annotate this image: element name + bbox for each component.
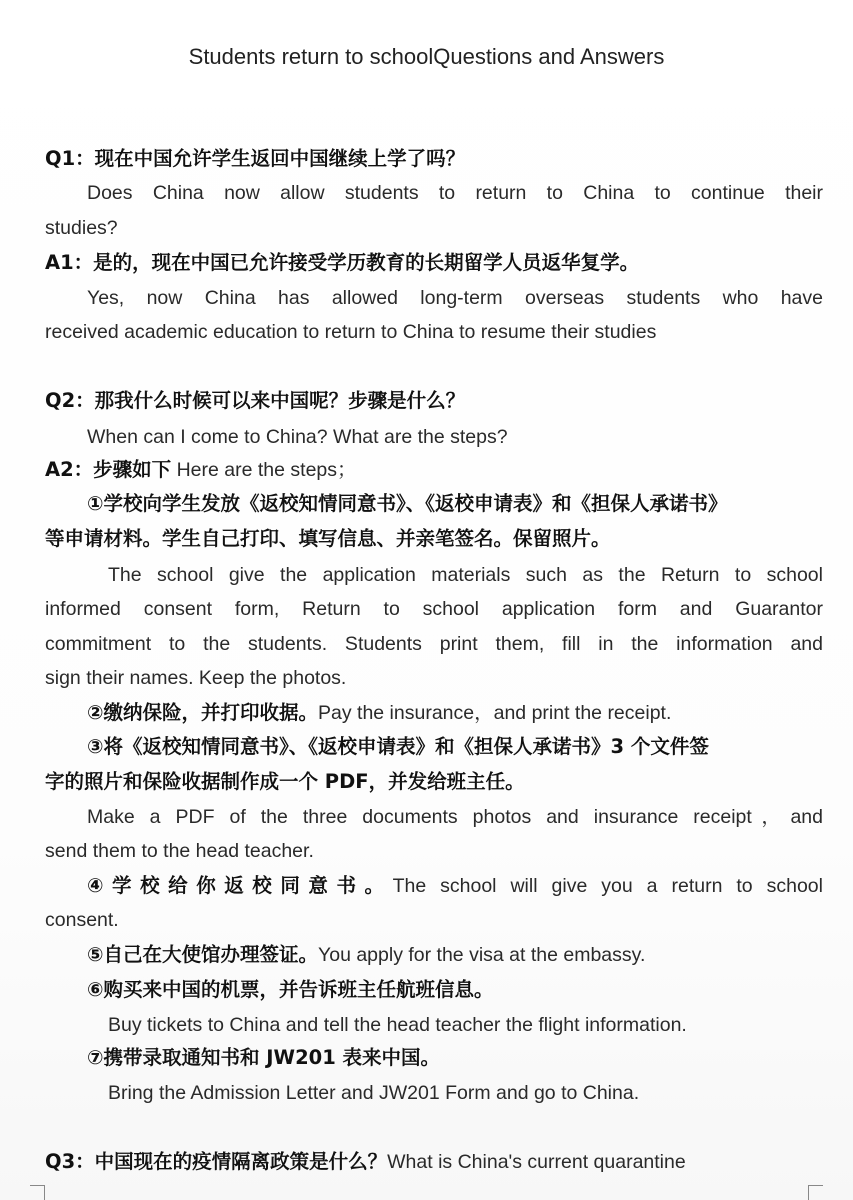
step-5-chinese: ⑤自己在大使馆办理签证。 (87, 943, 319, 966)
step-2-chinese: ②缴纳保险，并打印收据。 (87, 701, 319, 724)
step-6-english: Buy tickets to China and tell the head teacher the flight information. (108, 1014, 687, 1036)
answer-2-label: A2：步骤如下 (45, 458, 172, 481)
answer-1-english-line-2: received academic education to return to China to resume their studies (45, 321, 657, 343)
step-4-line-1 (87, 873, 823, 899)
question-3-chinese: Q3：中国现在的疫情隔离政策是什么？ (45, 1150, 388, 1173)
step-3-english-line-2: send them to the head teacher. (45, 840, 314, 862)
step-1-english-line-4: sign their names. Keep the photos. (45, 667, 347, 689)
answer-2-english: Here are the steps； (171, 459, 357, 481)
page-corner-mark-right (808, 1185, 823, 1200)
question-3 (45, 1149, 823, 1175)
step-7-chinese: ⑦携带录取通知书和 JW201 表来中国。 (87, 1046, 441, 1069)
page-corner-mark-left (30, 1185, 45, 1200)
step-2 (87, 700, 823, 726)
step-4-english-line-2: consent. (45, 909, 119, 931)
step-3-english-line-1: Make a PDF of the three documents photos and insurance receipt，and (87, 806, 823, 828)
step-4-english-line-1: The school will give you a return to school (392, 875, 823, 897)
step-5-english: You apply for the visa at the embassy. (318, 944, 646, 966)
step-1-chinese-line-1: ①学校向学生发放《返校知情同意书》、《返校申请表》和《担保人承诺书》 (87, 492, 728, 515)
question-2-chinese: Q2：那我什么时候可以来中国呢？步骤是什么？ (45, 389, 466, 412)
answer-1-english-line-1: Yes, now China has allowed long-term overseas students who have (87, 287, 823, 309)
step-4-chinese: ④学校给你返校同意书。 (87, 874, 393, 897)
question-1-chinese: Q1：现在中国允许学生返回中国继续上学了吗？ (45, 147, 466, 170)
question-1-english-line-2: studies? (45, 217, 118, 239)
question-3-english: What is China's current quarantine (387, 1151, 686, 1173)
step-7-english: Bring the Admission Letter and JW201 Form and go to China. (108, 1082, 640, 1104)
answer-2-heading (45, 457, 823, 483)
step-1-english-line-1: The school give the application materials such as the Return to school (108, 564, 823, 586)
answer-1-chinese: A1：是的，现在中国已允许接受学历教育的长期留学人员返华复学。 (45, 251, 640, 274)
step-3-chinese-line-1: ③将《返校知情同意书》、《返校申请表》和《担保人承诺书》3 个文件签 (87, 735, 709, 758)
step-6-chinese: ⑥购买来中国的机票，并告诉班主任航班信息。 (87, 978, 494, 1001)
step-1-english-line-2: informed consent form, Return to school application form and Guarantor (45, 598, 823, 620)
document-title: Students return to schoolQuestions and Answers (188, 44, 665, 69)
step-3-chinese-line-2: 字的照片和保险收据制作成一个 PDF，并发给班主任。 (45, 770, 525, 793)
question-2-english: When can I come to China? What are the steps? (87, 426, 508, 448)
step-1-chinese-line-2: 等申请材料。学生自己打印、填写信息、并亲笔签名。保留照片。 (45, 527, 611, 550)
question-1-english-line-1: Does China now allow students to return to China to continue their (87, 182, 823, 204)
step-5 (87, 942, 823, 968)
step-1-english-line-3: commitment to the students. Students print them, fill in the information and (45, 633, 823, 655)
step-2-english: Pay the insurance，and print the receipt. (318, 702, 672, 724)
